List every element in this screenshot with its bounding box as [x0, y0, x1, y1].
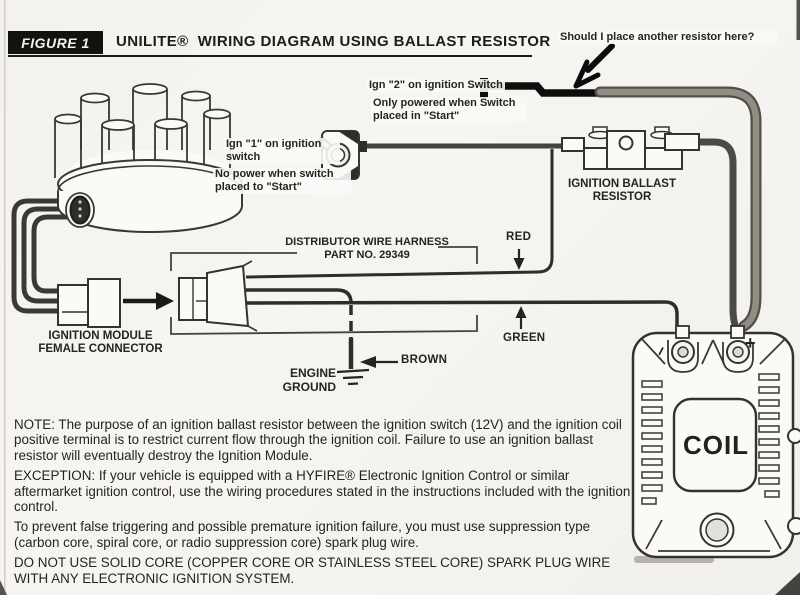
- title-underline: [8, 55, 532, 57]
- red-label-arrow-icon: [514, 249, 525, 270]
- exception-paragraph: EXCEPTION: If your vehicle is equipped with a HYFIRE® Electronic Ignition Control or similar aftermarket ignition control, use the wiring procedures stated in the instructions included with the ignition control.: [14, 468, 631, 515]
- ground-symbol-icon: [337, 370, 369, 384]
- brown-wire-label: BROWN: [401, 354, 448, 366]
- coil-ear: [788, 429, 800, 443]
- ballast-label-line2: RESISTOR: [592, 191, 652, 203]
- distributor-side-connector: [66, 193, 94, 227]
- figure-badge: FIGURE 1: [8, 31, 103, 54]
- green-label-arrow-icon: [516, 306, 527, 329]
- callout-ign1-title: Ign "1" on ignition switch: [224, 138, 340, 164]
- ignition-module-connector: [58, 279, 120, 327]
- harness-label-line2: PART NO. 29349: [324, 249, 410, 261]
- coil-terminal-negative: [672, 326, 694, 363]
- coil-tower: [701, 514, 734, 547]
- module-label-line1: IGNITION MODULE: [48, 330, 153, 342]
- ballast-output-wire: [697, 142, 738, 330]
- note-paragraph: NOTE: The purpose of an ignition ballast resistor between the ignition switch (12V) and the ignition coil positive terminal is to restrict current flow through the ignition coil. Failure to use an ignition ballast resistor will eventually destroy the Ignition Module.: [14, 417, 622, 463]
- green-wire-label: GREEN: [503, 332, 546, 344]
- green-wire: [246, 302, 677, 334]
- annotation-arrow-icon: [576, 46, 612, 86]
- callout-resistor-question: Should I place another resistor here?: [558, 31, 777, 44]
- engine-label-line: ENGINE: [289, 366, 336, 380]
- module-connector-label: [18, 330, 183, 356]
- notes-section: [14, 417, 634, 591]
- warning-paragraph: DO NOT USE SOLID CORE (COPPER CORE OR STAINLESS STEEL CORE) SPARK PLUG WIRE WITH ANY ELECTRONIC IGNITION SYSTEM.: [14, 555, 611, 586]
- page-title: UNILITE® WIRING DIAGRAM USING BALLAST RESISTOR: [116, 33, 551, 50]
- distributor-towers-back: [81, 84, 210, 150]
- callout-ign2-title: Ign "2" on ignition Switch: [369, 79, 503, 91]
- callout-ign2-note: Only powered when Switch placed in "Start": [371, 97, 527, 123]
- engine-ground-label: [266, 366, 336, 394]
- harness-label: [238, 236, 496, 262]
- coil-negative-mark: –: [649, 342, 671, 360]
- harness-label-line1: DISTRIBUTOR WIRE HARNESS: [285, 236, 449, 248]
- harness-connector: [179, 261, 257, 331]
- ballast-resistor-label: [548, 178, 696, 204]
- coil-label: COIL: [682, 430, 750, 460]
- suppression-paragraph: To prevent false triggering and possible premature ignition failure, you must use suppression type (carbon core, spiral core, or radio suppression core) spark plug wire.: [14, 519, 591, 550]
- distributor-cap: [55, 84, 242, 232]
- coil-positive-mark: +: [745, 333, 756, 353]
- callout-ign1-note: No power when switch placed to "Start": [213, 168, 351, 194]
- connector-arrow-icon: [123, 292, 174, 310]
- red-wire-label: RED: [506, 231, 532, 243]
- module-label-line2: FEMALE CONNECTOR: [38, 343, 163, 355]
- ground-label-line: GROUND: [282, 380, 336, 394]
- brown-label-arrow-icon: [360, 356, 398, 368]
- coil-ear: [788, 518, 800, 534]
- ballast-label-line1: IGNITION BALLAST: [568, 178, 676, 190]
- ballast-resistor: [562, 127, 699, 169]
